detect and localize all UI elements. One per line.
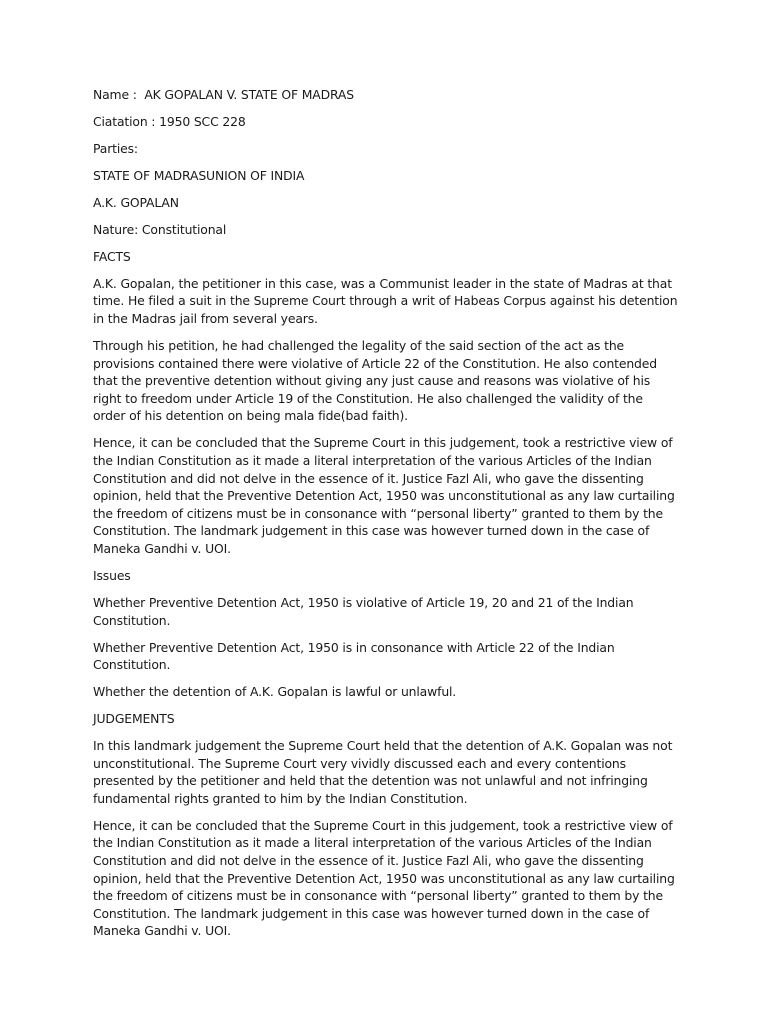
judgements-heading: JUDGEMENTS (93, 711, 175, 727)
judgement-paragraph: Hence, it can be concluded that the Supreme Court in this judgement, took a restrictive view of the Indian Constitution as it made a literal interpretation of the various Articles of the Indian Constitution and did not delve in the essence of it. Justice Fazl Ali, who gave the dissenting opinion, held that the Preventive Detention Act, 1950 was unconstitutional as any law curtailing the freedom of citizens must be in consonance with “personal liberty” granted to them by the Constitution. The landmark judgement in this case was however turned down in the case of Maneka Gandhi v. UOI. (93, 817, 675, 939)
party-petitioner: STATE OF MADRASUNION OF INDIA (93, 167, 305, 183)
nature: Nature: Constitutional (93, 221, 227, 237)
issue-item: Whether the detention of A.K. Gopalan is lawful or unlawful. (93, 684, 457, 700)
issue-item: Whether Preventive Detention Act, 1950 is in consonance with Article 22 of the Indian Constitution. (93, 639, 615, 673)
parties-label: Parties: (93, 140, 138, 156)
issue-item: Whether Preventive Detention Act, 1950 is violative of Article 19, 20 and 21 of the Indian Constitution. (93, 594, 634, 628)
facts-paragraph: Through his petition, he had challenged the legality of the said section of the act as the provisions contained there were violative of Article 22 of the Constitution. He also contended that the preventive detention without giving any just cause and reasons was violative of his right to freedom under Article 19 of the Constitution. He also challenged the validity of the order of his detention on being mala fide(bad faith). (93, 338, 657, 424)
facts-paragraph: A.K. Gopalan, the petitioner in this case, was a Communist leader in the state of Madras at that time. He filed a suit in the Supreme Court through a writ of Habeas Corpus against his detention in the Madras jail from several years. (93, 275, 678, 327)
case-name: Name : AK GOPALAN V. STATE OF MADRAS (93, 87, 354, 102)
facts-heading: FACTS (93, 248, 131, 264)
facts-paragraph: Hence, it can be concluded that the Supreme Court in this judgement, took a restrictive view of the Indian Constitution as it made a literal interpretation of the various Articles of the Indian Constitution and did not delve in the essence of it. Justice Fazl Ali, who gave the dissenting opinion, held that the Preventive Detention Act, 1950 was unconstitutional as any law curtailing the freedom of citizens must be in consonance with “personal liberty” granted to them by the Constitution. The landmark judgement in this case was however turned down in the case of Maneka Gandhi v. UOI. (93, 435, 675, 556)
issues-heading: Issues (93, 567, 131, 583)
party-respondent: A.K. GOPALAN (93, 194, 179, 210)
judgement-paragraph: In this landmark judgement the Supreme Court held that the detention of A.K. Gopalan was not unconstitutional. The Supreme Court very vividly discussed each and every contentions presented by the petitioner and held that the detention was not unlawful and not infringing fundamental rights granted to him by the Indian Constitution. (93, 738, 673, 806)
citation: Ciatation : 1950 SCC 228 (93, 113, 246, 129)
